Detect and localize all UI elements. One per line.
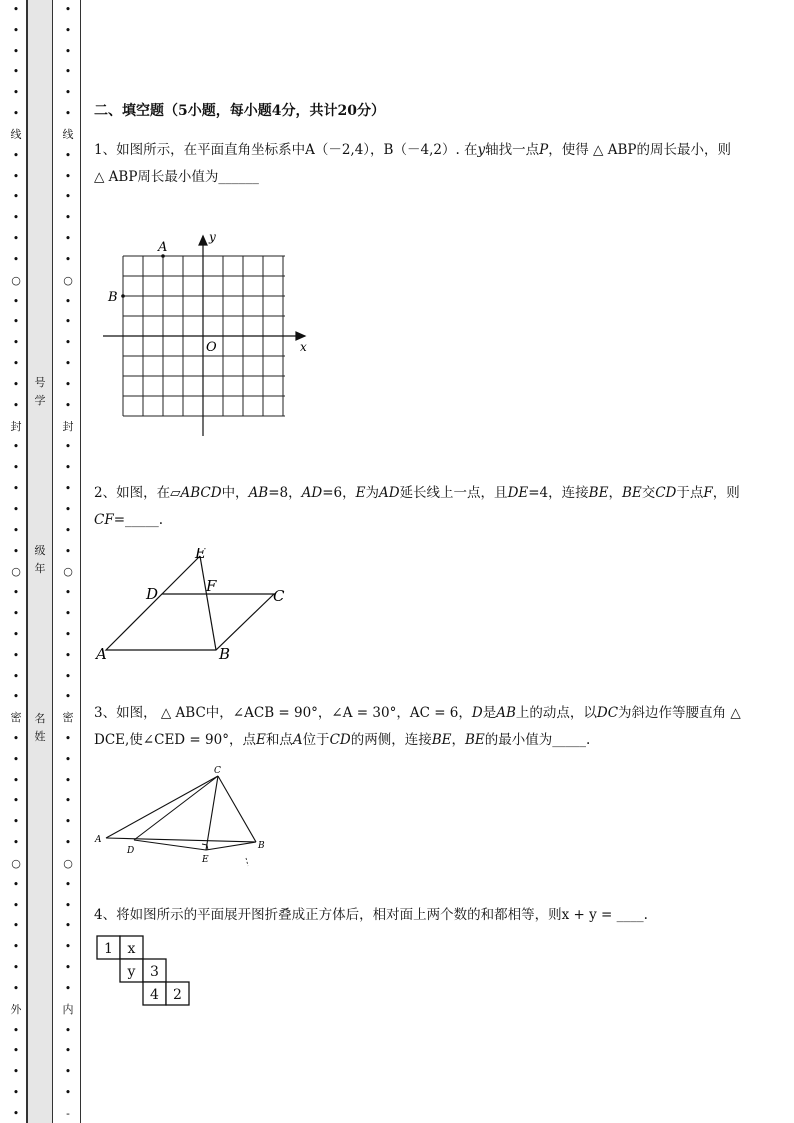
q2-var: DE xyxy=(507,485,529,501)
binding-mark: • xyxy=(64,107,72,121)
binding-mark: • xyxy=(12,690,20,704)
q1-var: y xyxy=(477,142,486,158)
q2-var: F xyxy=(703,485,713,501)
binding-mark: • xyxy=(12,877,20,891)
binding-mark: • xyxy=(64,44,72,58)
q3-var: E xyxy=(255,732,266,748)
binding-mark: • xyxy=(12,148,20,162)
binding-mark: • xyxy=(64,940,72,954)
binding-mark: • xyxy=(12,190,20,204)
binding-mark: 封 xyxy=(62,419,74,433)
binding-mark: • xyxy=(64,86,72,100)
label-c: C xyxy=(214,766,221,776)
q2-var: ABCD xyxy=(180,485,222,501)
binding-mark: • xyxy=(12,23,20,37)
binding-mark: 密 xyxy=(10,711,22,725)
binding-mark: • xyxy=(12,65,20,79)
binding-mark: 线 xyxy=(10,127,22,141)
q3-var: A xyxy=(292,732,303,748)
binding-inner-line xyxy=(80,0,81,1123)
q2-text: 中， xyxy=(221,485,249,501)
binding-mark: 密 xyxy=(62,711,74,725)
binding-mark: • xyxy=(64,877,72,891)
binding-mark: • xyxy=(12,773,20,787)
net-cell-value: 3 xyxy=(150,964,159,980)
binding-mark: ○ xyxy=(11,856,21,870)
q3-text: 为斜边作等腰直角 △ DCE,使∠CED = 90°，点 xyxy=(94,705,741,748)
name-label xyxy=(27,710,53,746)
binding-mark: • xyxy=(64,836,72,850)
binding-mark: • xyxy=(64,648,72,662)
q3-text: 位于 xyxy=(302,732,330,748)
binding-mark: • xyxy=(12,898,20,912)
binding-mark: • xyxy=(64,607,72,621)
net-cell-value: x xyxy=(127,941,136,957)
q3-text: ， xyxy=(451,732,465,748)
binding-mark: • xyxy=(12,836,20,850)
binding-mark: • xyxy=(64,1065,72,1079)
q2-text: =_____. xyxy=(113,512,164,528)
binding-mark: • xyxy=(64,752,72,766)
binding-mark: • xyxy=(64,502,72,516)
binding-mark: • xyxy=(64,169,72,183)
binding-mark: • xyxy=(12,482,20,496)
binding-mark: ○ xyxy=(63,565,73,579)
segment-be xyxy=(200,556,216,650)
point-b xyxy=(121,294,125,298)
binding-marks-outer xyxy=(9,4,23,1119)
binding-mark: 封 xyxy=(10,419,22,433)
binding-mark: • xyxy=(12,731,20,745)
binding-mark: • xyxy=(12,981,20,995)
binding-mark: • xyxy=(64,898,72,912)
q2-var: AB xyxy=(248,485,269,501)
label-b: B xyxy=(108,290,118,305)
binding-mark: • xyxy=(12,961,20,975)
q2-var: CF xyxy=(94,512,114,528)
q3-var: D xyxy=(471,705,483,721)
grade-label xyxy=(27,542,53,578)
binding-mark: • xyxy=(12,3,20,16)
label-e: E xyxy=(195,548,206,562)
binding-mark: • xyxy=(12,336,20,350)
q1-coordinate-grid-figure xyxy=(100,231,330,446)
q1-text: 轴找一点 xyxy=(485,142,540,158)
segment-cd xyxy=(134,776,218,840)
binding-mark: • xyxy=(64,1086,72,1100)
q2-text: 于点 xyxy=(676,485,704,501)
binding-mark: • xyxy=(64,3,72,16)
label-e: E xyxy=(202,855,209,865)
question-content xyxy=(94,98,744,1023)
q3-triangle-figure xyxy=(94,764,284,874)
label-char: 号 xyxy=(34,376,46,389)
binding-mark: • xyxy=(12,815,20,829)
net-cell-value: 2 xyxy=(173,987,182,1003)
net-cell-value: 1 xyxy=(104,941,113,957)
q4-text: 4、将如图所示的平面展开图折叠成正方体后，相对面上两个数的和都相等，则x + y = ____. xyxy=(94,907,648,923)
label-char: 名 xyxy=(34,712,46,725)
binding-mark: • xyxy=(64,336,72,350)
binding-mark: • xyxy=(64,211,72,225)
q3-var: AB xyxy=(496,705,516,721)
binding-mark: • xyxy=(64,815,72,829)
q2-text: ，则 xyxy=(712,485,740,501)
binding-mark: • xyxy=(12,1086,20,1100)
q3-var: CD xyxy=(329,732,351,748)
binding-mark: • xyxy=(12,648,20,662)
binding-mark: • xyxy=(64,523,72,537)
segment-ac xyxy=(106,776,218,838)
binding-mark: • xyxy=(12,169,20,183)
binding-mark: • xyxy=(64,357,72,371)
binding-mark: • xyxy=(64,690,72,704)
binding-mark: • xyxy=(64,981,72,995)
binding-marks-inner xyxy=(61,4,75,1119)
binding-mark: • xyxy=(64,377,72,391)
label-f: F xyxy=(206,577,217,595)
q2-text: =6， xyxy=(322,485,356,501)
label-origin: O xyxy=(206,340,217,355)
label-y-axis: y xyxy=(209,231,216,244)
binding-mark: • xyxy=(12,919,20,933)
q2-var: E xyxy=(355,485,366,501)
q2-text: 为 xyxy=(365,485,379,501)
binding-mark: • xyxy=(64,794,72,808)
binding-mark: • xyxy=(12,794,20,808)
q2-text: 交 xyxy=(641,485,656,501)
binding-mark: • xyxy=(64,461,72,475)
q1-text: ，使得 △ ABP的周长最小，则 △ ABP周长最小值为______ xyxy=(94,142,731,185)
binding-mark: • xyxy=(12,1023,20,1037)
binding-mark: • xyxy=(12,607,20,621)
binding-mark: • xyxy=(64,1023,72,1037)
q3-var: DC xyxy=(596,705,619,721)
q3-text: 的最小值为_____. xyxy=(484,732,591,748)
question-2 xyxy=(94,480,744,534)
binding-mark: • xyxy=(12,86,20,100)
label-b: B xyxy=(258,841,265,851)
q3-var: BE xyxy=(465,732,485,748)
binding-mark: • xyxy=(12,377,20,391)
binding-mark: • xyxy=(12,752,20,766)
binding-mark: • xyxy=(12,232,20,246)
binding-mark: • xyxy=(64,586,72,600)
question-4 xyxy=(94,902,744,929)
binding-mark: • xyxy=(12,211,20,225)
label-x-axis: x xyxy=(300,340,307,354)
q2-text: 2、如图，在▱ xyxy=(94,485,181,501)
binding-mark: ○ xyxy=(11,273,21,287)
binding-mark: • xyxy=(64,252,72,266)
binding-mark: • xyxy=(64,23,72,37)
parallelogram-abcd xyxy=(106,594,274,650)
binding-mark: • xyxy=(64,65,72,79)
binding-mark: • xyxy=(12,252,20,266)
question-3 xyxy=(94,700,744,754)
binding-mark: • xyxy=(12,398,20,412)
binding-mark: 线 xyxy=(62,127,74,141)
label-a: A xyxy=(158,240,168,255)
binding-mark: • xyxy=(12,544,20,558)
label-char: 级 xyxy=(34,544,46,557)
label-char: 学 xyxy=(34,394,46,407)
binding-mark: • xyxy=(64,190,72,204)
q2-var: AD xyxy=(301,485,323,501)
binding-mark: • xyxy=(12,940,20,954)
binding-mark: • xyxy=(12,1106,20,1120)
binding-mark: • xyxy=(64,232,72,246)
binding-mark: 内 xyxy=(62,1002,74,1016)
q2-text: ， xyxy=(608,485,622,501)
q2-text: 延长线上一点，且 xyxy=(399,485,508,501)
q2-text: =4，连接 xyxy=(528,485,589,501)
q3-text: 的两侧，连接 xyxy=(350,732,432,748)
q2-var: BE xyxy=(621,485,642,501)
student-id-label xyxy=(27,374,53,410)
label-a: A xyxy=(96,645,107,663)
binding-mark: • xyxy=(12,461,20,475)
q2-text: =8， xyxy=(268,485,302,501)
segment-ce xyxy=(206,776,218,850)
section-title: 二、填空题（5小题，每小题4分，共计20分） xyxy=(94,103,385,119)
binding-mark: ○ xyxy=(63,856,73,870)
binding-mark: • xyxy=(12,586,20,600)
binding-mark: • xyxy=(64,294,72,308)
axes xyxy=(103,236,305,436)
label-char: 姓 xyxy=(34,730,46,743)
binding-mark: • xyxy=(64,440,72,454)
binding-mark: • xyxy=(64,627,72,641)
binding-mark: ○ xyxy=(63,273,73,287)
binding-mark: • xyxy=(12,1044,20,1058)
q4-cube-net-figure xyxy=(96,933,216,1013)
binding-mark: • xyxy=(12,44,20,58)
net-cell-value: 4 xyxy=(150,987,159,1003)
q3-text: 3、如图， △ ABC中，∠ACB = 90°，∠A = 30°，AC = 6， xyxy=(94,705,472,721)
binding-mark: • xyxy=(64,961,72,975)
label-char: 年 xyxy=(34,562,46,575)
binding-mark: • xyxy=(12,669,20,683)
q2-var: AD xyxy=(378,485,400,501)
q2-var: BE xyxy=(588,485,609,501)
q2-parallelogram-figure xyxy=(94,548,304,668)
binding-mark: • xyxy=(64,148,72,162)
q3-text: 和点 xyxy=(265,732,293,748)
label-a: A xyxy=(95,835,102,845)
binding-mark: • xyxy=(12,523,20,537)
segment-eb xyxy=(206,842,256,850)
label-d: D xyxy=(146,585,159,603)
q2-var: CD xyxy=(655,485,677,501)
dash-mark xyxy=(246,858,248,866)
binding-mark: ○ xyxy=(11,565,21,579)
net-cell-value: y xyxy=(127,964,136,980)
segment-cb xyxy=(218,776,256,842)
binding-mark: • xyxy=(12,107,20,121)
binding-mark: • xyxy=(12,294,20,308)
binding-mark: • xyxy=(12,315,20,329)
binding-mark: • xyxy=(12,440,20,454)
binding-mark: - xyxy=(66,1106,70,1120)
q3-text: 是 xyxy=(482,705,497,721)
binding-mark: • xyxy=(64,482,72,496)
q3-text: 上的动点，以 xyxy=(515,705,597,721)
q1-text: 1、如图所示，在平面直角坐标系中A（－2,4），B（－4,2）. 在 xyxy=(94,142,478,158)
label-c: C xyxy=(273,587,285,605)
segment-de xyxy=(134,840,206,850)
binding-mark: • xyxy=(64,669,72,683)
binding-mark: • xyxy=(12,357,20,371)
binding-mark: • xyxy=(12,1065,20,1079)
binding-mark: 外 xyxy=(10,1002,22,1016)
binding-mark: • xyxy=(12,627,20,641)
binding-mark: • xyxy=(64,544,72,558)
segment-ab xyxy=(106,838,256,842)
binding-mark: • xyxy=(64,731,72,745)
binding-mark: • xyxy=(12,502,20,516)
binding-mark: • xyxy=(64,773,72,787)
label-d: D xyxy=(127,846,135,856)
binding-mark: • xyxy=(64,1044,72,1058)
label-b: B xyxy=(219,645,231,663)
binding-mark: • xyxy=(64,919,72,933)
q3-var: BE xyxy=(431,732,452,748)
binding-mark: • xyxy=(64,398,72,412)
binding-mark: • xyxy=(64,315,72,329)
question-1 xyxy=(94,137,744,191)
q1-var: P xyxy=(539,142,549,158)
